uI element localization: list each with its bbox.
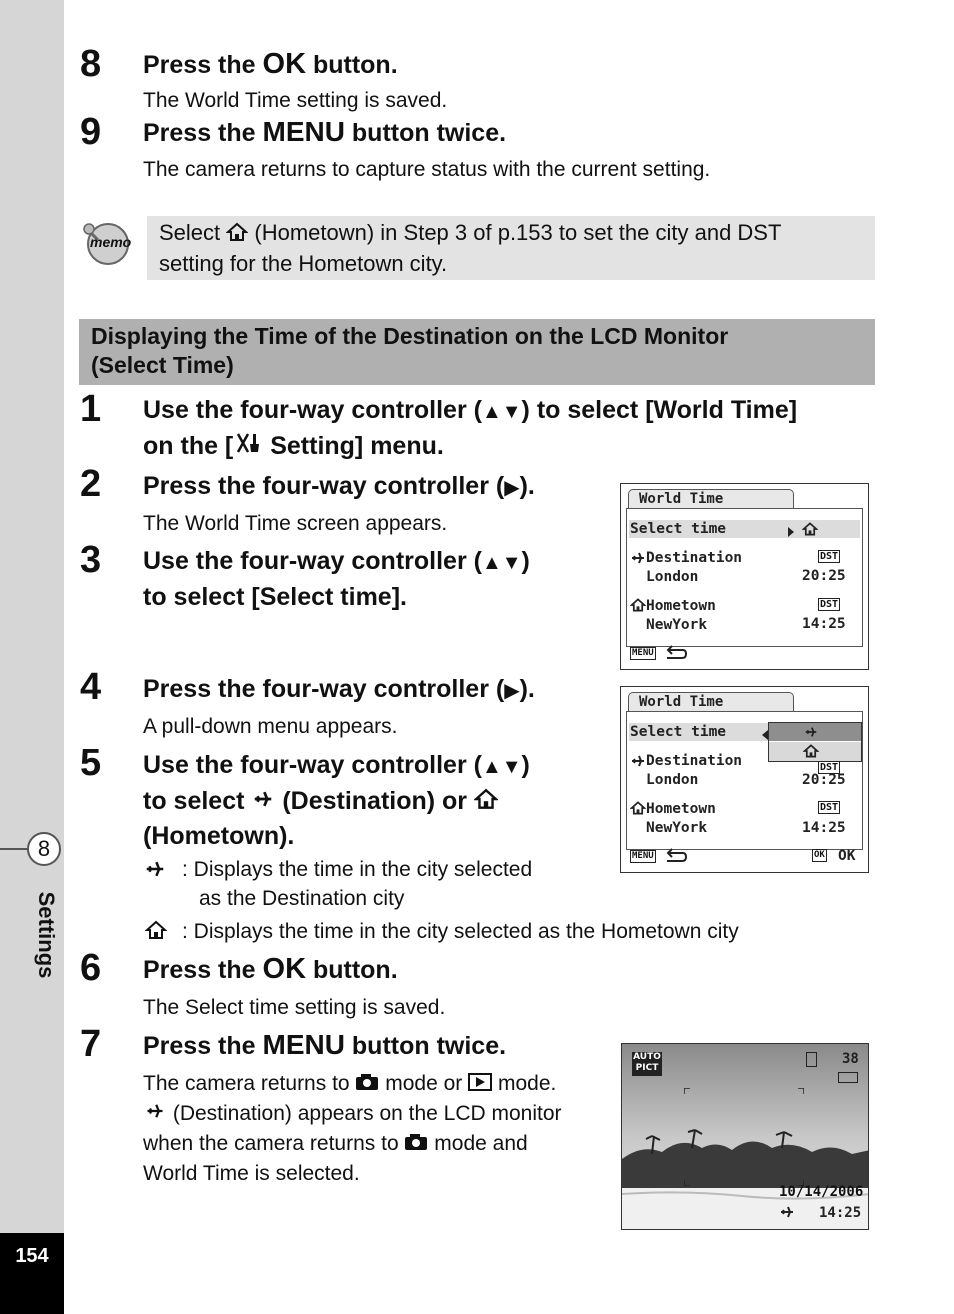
section-title: Displaying the Time of the Destination on the LCD Monitor (Select Time)	[91, 323, 729, 378]
hometown-city: NewYork	[646, 820, 708, 836]
chapter-number-badge: 8	[27, 832, 61, 866]
step-heading: Press the OK button.	[143, 953, 398, 985]
memory-card-icon	[806, 1052, 817, 1067]
camera-icon	[355, 1070, 379, 1099]
definition-hometown: : Displays the time in the city selected as the Hometown city	[182, 920, 739, 943]
menu-key-badge: MENU	[632, 851, 654, 861]
world-time-screen-2	[620, 686, 869, 873]
memo-icon: memo	[80, 220, 132, 266]
step-heading: Press the four-way controller (▶).	[143, 675, 535, 703]
destination-time: 20:25	[802, 568, 846, 584]
step-heading: Press the MENU button twice.	[143, 1029, 507, 1060]
step-number: 7	[80, 1023, 102, 1065]
airplane-icon	[630, 550, 646, 571]
battery-icon	[838, 1072, 858, 1083]
step-body: The World Time setting is saved.	[143, 89, 448, 112]
airplane-icon	[143, 1100, 167, 1129]
step-heading: Press the MENU button twice.	[143, 116, 507, 147]
step-number: 6	[80, 947, 102, 989]
step-body: The camera returns to mode or mode. (Destination) appears on the LCD monitor when the camera returns to mode and World Time is selected.	[143, 1069, 613, 1188]
destination-label: Destination	[646, 753, 743, 769]
playback-icon	[468, 1070, 492, 1099]
step-heading: Use the four-way controller (▲▼) to select (Destination) or (Hometown).	[143, 751, 530, 851]
hometown-label: Hometown	[646, 598, 716, 614]
remaining-shots: 38	[842, 1051, 859, 1067]
chapter-tab-line	[0, 848, 30, 850]
step-body: The World Time screen appears.	[143, 512, 448, 535]
step-number: 1	[80, 388, 102, 430]
home-icon	[803, 744, 819, 763]
screen-tab: World Time	[628, 692, 794, 711]
airplane-icon	[779, 1204, 795, 1225]
hometown-label: Hometown	[646, 801, 716, 817]
step-heading: Press the OK button.	[143, 48, 398, 80]
step-heading: Use the four-way controller (▲▼) to select [World Time] on the [ Setting] menu.	[143, 393, 883, 464]
ok-key-label: OK	[262, 48, 307, 80]
chapter-sidebar	[0, 0, 64, 1314]
step-number: 3	[80, 539, 102, 581]
home-icon	[226, 220, 248, 249]
menu-key-label: MENU	[262, 1029, 345, 1060]
screen-tab: World Time	[628, 489, 794, 508]
section-header	[79, 319, 875, 385]
ok-label: OK	[838, 848, 856, 864]
hometown-city: NewYork	[646, 617, 708, 633]
step-body: A pull-down menu appears.	[143, 715, 398, 738]
step-number: 4	[80, 666, 102, 708]
memo-box	[147, 216, 875, 280]
hometown-time: 14:25	[802, 616, 846, 632]
memo-text: Select (Hometown) in Step 3 of p.153 to set the city and DST setting for the Hometown city.	[159, 220, 782, 276]
focus-frame	[684, 1088, 804, 1186]
definition-destination: : Displays the time in the city selected as the Destination city	[182, 858, 533, 910]
select-time-label: Select time	[630, 724, 727, 740]
select-time-label: Select time	[630, 521, 727, 537]
step-heading: Press the four-way controller (▶).	[143, 472, 535, 500]
home-icon	[802, 522, 818, 541]
right-arrow-icon	[787, 524, 795, 542]
time-display: 14:25	[819, 1205, 862, 1221]
step-number: 5	[80, 742, 102, 784]
step-heading: Use the four-way controller (▲▼) to select [Select time].	[143, 547, 530, 611]
step-body: The camera returns to capture status with the current setting.	[143, 158, 711, 181]
step-number: 2	[80, 463, 102, 505]
home-icon	[145, 920, 167, 945]
airplane-icon	[144, 858, 166, 885]
airplane-icon	[251, 785, 275, 819]
dst-off-badge: DST	[820, 599, 839, 610]
pulldown-menu	[768, 722, 862, 762]
step-number: 9	[80, 111, 102, 153]
dst-badge: DST	[820, 551, 839, 562]
hometown-time: 14:25	[802, 820, 846, 836]
destination-label: Destination	[646, 550, 743, 566]
page-number: 154	[0, 1233, 64, 1314]
date-stamp: 10/14/2006	[779, 1184, 864, 1200]
home-icon	[630, 598, 646, 617]
back-arrow-icon	[665, 645, 687, 664]
menu-key-label: MENU	[262, 116, 345, 147]
step-body: The Select time setting is saved.	[143, 996, 446, 1019]
auto-picture-mode-badge: AUTO PICT	[632, 1052, 662, 1076]
dst-badge: DST	[820, 762, 839, 773]
wrench-icon	[233, 430, 263, 464]
camera-icon	[404, 1130, 428, 1159]
destination-city: London	[646, 569, 699, 585]
world-time-screen-1	[620, 483, 869, 670]
menu-key-badge: MENU	[632, 648, 654, 658]
step-number: 8	[80, 43, 102, 85]
destination-city: London	[646, 772, 699, 788]
destination-time: 20:25	[802, 772, 846, 788]
chapter-label-wrap	[25, 882, 65, 992]
ok-key-label: OK	[262, 953, 307, 985]
home-icon	[474, 785, 498, 819]
back-arrow-icon	[665, 848, 687, 867]
home-icon	[630, 801, 646, 820]
ok-key-badge: OK	[814, 850, 825, 860]
capture-screen	[621, 1043, 869, 1230]
airplane-icon	[630, 753, 646, 774]
dst-off-badge: DST	[820, 802, 839, 813]
chapter-label: Settings	[34, 891, 59, 979]
